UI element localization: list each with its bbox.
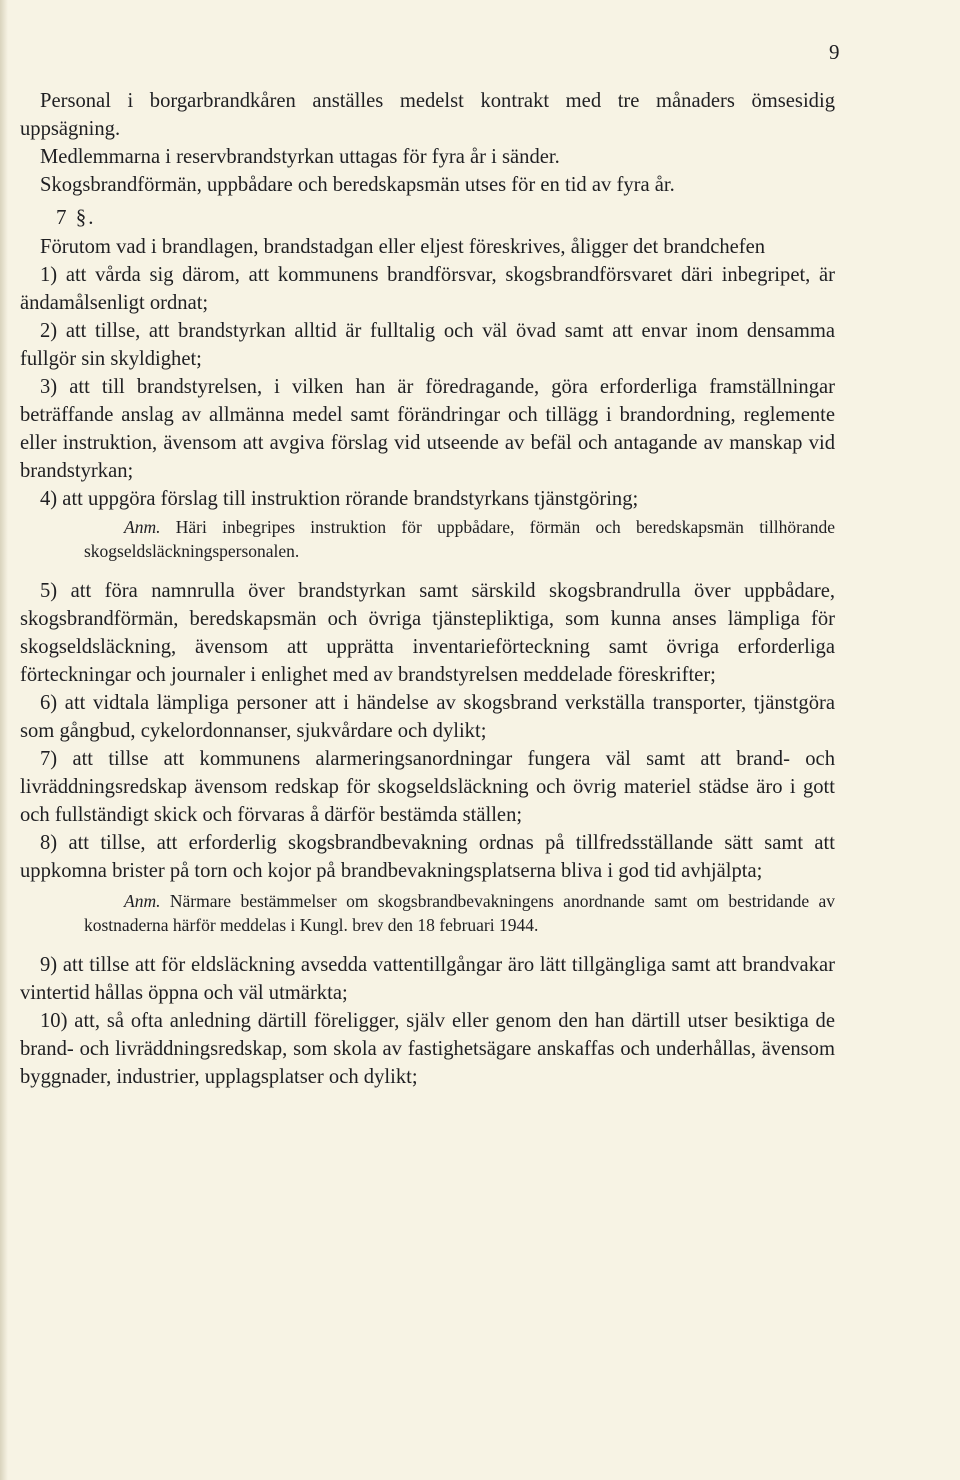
list-item-1: 1) att vårda sig därom, att kommunens brandförsvar, skogsbrandförsvaret däri inbegripet, är ändamålsenligt ordnat; <box>20 264 835 314</box>
list-item-2: 2) att tillse, att brandstyrkan alltid är fulltalig och väl övad samt att envar inom densamma fullgör sin skyldighet; <box>20 320 835 370</box>
list-item-9: 9) att tillse att för eldsläckning avsedda vattentillgångar äro lätt tillgängliga samt att brandvakar vintertid hållas öppna och väl utmärkta; <box>20 954 835 1004</box>
paragraph-reserve: Medlemmarna i reservbrandstyrkan uttagas för fyra år i sänder. <box>40 146 560 168</box>
list-item-5: 5) att föra namnrulla över brandstyrkan samt särskild skogsbrandrulla över uppbådare, skogsbrandförmän, beredskapsmän och övriga tjänstepliktiga, som kunna anses lämpliga för skogseldsläckning, ävensom att upprätta inventarieförteckning samt övriga erforderliga förteckningar och journaler i enlighet med av brandstyrelsen meddelade föreskrifter; <box>20 580 835 686</box>
note-1-text: Häri inbegripes instruktion för uppbådare, förmän och beredskapsmän tillhörande skogseldsläckningspersonalen. <box>84 517 836 561</box>
note-1-label: Anm. <box>124 517 161 537</box>
paragraph-forest-fire: Skogsbrandförmän, uppbådare och beredskapsmän utses för en tid av fyra år. <box>40 174 675 196</box>
page-body <box>20 87 835 1091</box>
page-edge-shadow <box>0 0 8 1480</box>
list-item-3: 3) att till brandstyrelsen, i vilken han är föredragande, göra erforderliga framställningar beträffande anslag av allmänna medel samt förändringar och tillägg i brandordning, reglemente eller instruktion, ävensom att avgiva förslag vid utseende av befäl och antagande av manskap vid brandstyrkan; <box>20 376 835 482</box>
paragraph-personal: Personal i borgarbrandkåren anställes medelst kontrakt med tre månaders ömsesidig uppsägning. <box>20 90 835 140</box>
note-2-text: Närmare bestämmelser om skogsbrandbevakningens anordnande samt om bestridande av kostnaderna härför meddelas i Kungl. brev den 18 februari 1944. <box>84 891 836 935</box>
note-2-label: Anm. <box>124 891 161 911</box>
list-item-8: 8) att tillse, att erforderlig skogsbrandbevakning ordnas på tillfredsställande sätt samt att uppkomna brister på torn och kojor på brandbevakningsplatserna bliva i god tid avhjälpta; <box>20 832 835 882</box>
list-item-4: 4) att uppgöra förslag till instruktion rörande brandstyrkans tjänstgöring; <box>40 488 639 510</box>
section-heading: 7 §. <box>56 205 96 229</box>
list-item-7: 7) att tillse att kommunens alarmeringsanordningar fungera väl samt att brand- och livräddningsredskap ävensom redskap för skogseldsläckning och övrig materiel städse äro i gott och fullständigt skick och förvaras å därför bestämda ställen; <box>20 748 835 826</box>
list-item-6: 6) att vidtala lämpliga personer att i händelse av skogsbrand verkställa transporter, tjänstgöra som gångbud, cykelordonnanser, sjukvårdare och dylikt; <box>20 692 835 742</box>
note-2 <box>20 889 835 937</box>
page-number: 9 <box>829 40 840 64</box>
list-item-10: 10) att, så ofta anledning därtill föreligger, själv eller genom den han därtill utser besiktiga de brand- och livräddningsredskap, som skola av fastighetsägare anskaffas och underhållas, ävensom byggnader, industrier, upplagsplatser och dylikt; <box>20 1010 835 1088</box>
paragraph-intro: Förutom vad i brandlagen, brandstadgan eller eljest föreskrives, åligger det brandchefen <box>40 236 766 258</box>
note-1 <box>20 515 835 563</box>
